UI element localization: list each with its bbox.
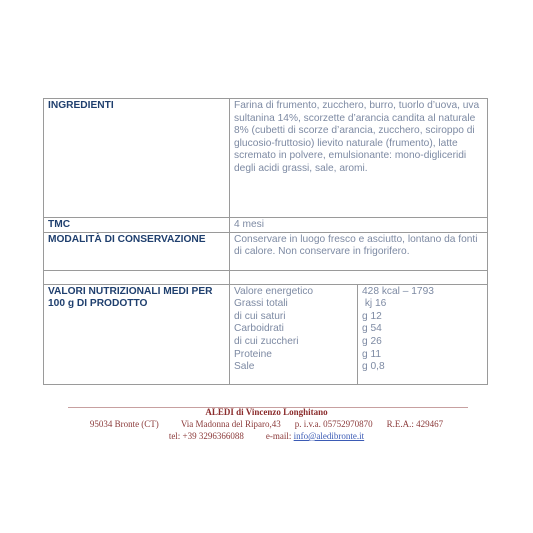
company-rea: R.E.A.: 429467 [386,419,444,429]
tmc-row [44,218,488,233]
nutrition-names-column [230,285,358,384]
conservation-text: Conservare in luogo fresco e asciutto, lontano da fonti di calore. Non conservare in frigorifero. [230,232,488,270]
ingredients-row [44,99,488,218]
nutrient-value: g 11 [362,348,382,360]
nutrient-name: Sale [234,361,255,373]
tmc-value: 4 mesi [230,218,488,233]
nutrient-name: di cui zuccheri [234,335,299,347]
email-link[interactable]: info@aledibronte.it [293,431,365,441]
email-label: e-mail: [265,431,292,441]
company-vat: p. i.v.a. 05752970870 [294,419,373,429]
nutrition-row [44,284,488,384]
product-spec-table [43,98,488,385]
nutrient-name: Carboidrati [234,323,284,335]
nutrient-value: g 54 [362,323,382,335]
company-phone: tel: +39 3296366088 [168,431,244,441]
nutrient-value: g 26 [362,335,382,347]
conservation-row [44,232,488,270]
spacer-cell [44,270,230,284]
company-name: ALEDI di Vincenzo Longhitano [205,407,328,417]
nutrition-values-cell [230,284,488,384]
conservation-label: MODALITÀ DI CONSERVAZIONE [44,232,230,270]
nutrient-name: di cui saturi [234,310,286,322]
company-street: Via Madonna del Riparo,43 [180,419,281,429]
nutrition-values-column [358,285,487,384]
nutrient-name: Proteine [234,348,272,360]
nutrient-name: Grassi totali [234,298,288,310]
spacer-row [44,270,488,284]
nutrient-name: Valore energetico [234,285,314,297]
nutrition-label: VALORI NUTRIZIONALI MEDI PER 100 g DI PRODOTTO [44,284,230,384]
company-city: 95034 Bronte (CT) [89,419,159,429]
nutrient-value: g 12 [362,310,382,322]
ingredients-label: INGREDIENTI [44,99,230,218]
nutrient-value: 428 kcal – 1793 [362,285,434,297]
tmc-label: TMC [44,218,230,233]
ingredients-text: Farina di frumento, zucchero, burro, tuorlo d’uova, uva sultanina 14%, scorzette d’arancia candita al naturale 8% (cubetti di scorze d’arancia, zucchero, sciroppo di glucosio-fruttosio) lievito naturale (frumento), latte scremato in polvere, emulsionante: mono-digliceridi degli acidi grassi, sale, aromi. [230,99,488,218]
spacer-cell [230,270,488,284]
nutrient-value: kj 16 [362,298,387,310]
company-contact-line [0,430,533,443]
nutrient-value: g 0,8 [362,361,385,373]
company-address-line [0,418,533,431]
